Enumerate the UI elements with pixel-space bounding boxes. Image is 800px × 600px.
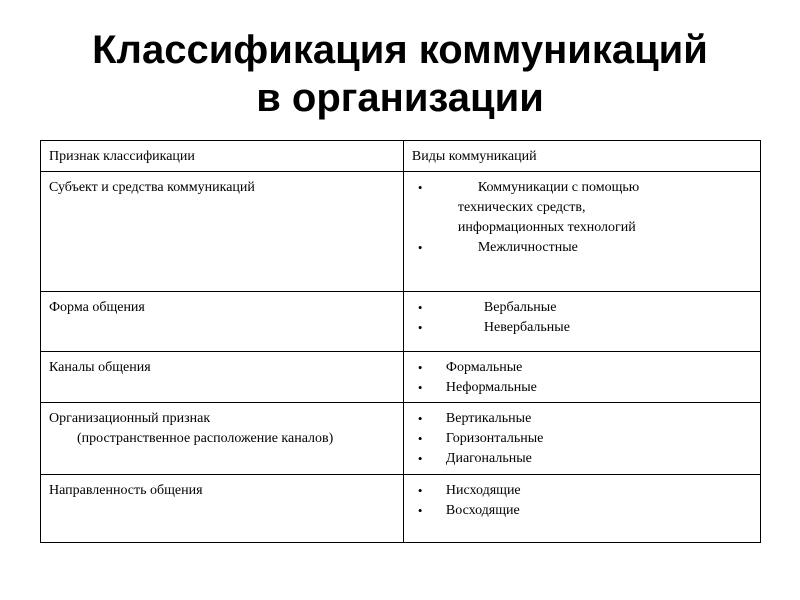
list-item [412, 298, 752, 318]
table-header-row [41, 141, 761, 172]
table-row [41, 292, 761, 352]
table-row [41, 172, 761, 292]
row-types [403, 403, 760, 475]
item-text-cont: технических средств, [457, 200, 586, 215]
types-list [412, 481, 752, 521]
types-list [412, 409, 752, 469]
row-types [403, 352, 760, 403]
table-row [41, 352, 761, 403]
item-text: Межличностные [477, 240, 578, 255]
bullet-icon: • [417, 360, 423, 375]
bullet-icon: • [417, 483, 423, 498]
criterion-text: Организационный признак [49, 411, 211, 426]
item-text: Нисходящие [445, 483, 521, 498]
classification-table [40, 140, 761, 543]
item-text: Невербальные [483, 320, 570, 335]
list-item [412, 481, 752, 501]
row-criterion [41, 403, 404, 475]
bullet-icon: • [417, 380, 423, 395]
title-line-2: в организации [256, 76, 544, 120]
row-types [403, 292, 760, 352]
bullet-icon: • [417, 503, 423, 518]
bullet-icon: • [417, 411, 423, 426]
list-item [412, 318, 752, 338]
row-criterion: Субъект и средства коммуникаций [41, 172, 404, 292]
item-text: Вербальные [483, 300, 557, 315]
item-text: Коммуникации с помощью [477, 180, 640, 195]
header-types: Виды коммуникаций [403, 141, 760, 172]
table-row [41, 475, 761, 543]
item-text-cont: информационных технологий [457, 220, 636, 235]
item-text: Восходящие [445, 503, 520, 518]
list-item [412, 449, 752, 469]
types-list [412, 298, 752, 338]
item-text: Формальные [445, 360, 523, 375]
bullet-icon: • [417, 320, 423, 335]
bullet-icon: • [417, 300, 423, 315]
list-item [412, 178, 752, 238]
list-item [412, 358, 752, 378]
slide-title [0, 26, 800, 122]
item-text: Вертикальные [445, 411, 532, 426]
header-criterion: Признак классификации [41, 141, 404, 172]
bullet-icon: • [417, 431, 423, 446]
row-criterion: Каналы общения [41, 352, 404, 403]
table-row [41, 403, 761, 475]
title-line-1: Классификация коммуникаций [92, 28, 708, 72]
row-criterion: Форма общения [41, 292, 404, 352]
types-list [412, 358, 752, 398]
list-item [412, 501, 752, 521]
item-text: Неформальные [445, 380, 537, 395]
types-list [412, 178, 752, 258]
bullet-icon: • [417, 180, 423, 195]
list-item [412, 409, 752, 429]
list-item [412, 238, 752, 258]
item-text: Диагональные [445, 451, 532, 466]
item-text: Горизонтальные [445, 431, 544, 446]
row-types [403, 475, 760, 543]
row-criterion: Направленность общения [41, 475, 404, 543]
list-item [412, 429, 752, 449]
row-types [403, 172, 760, 292]
bullet-icon: • [417, 451, 423, 466]
list-item [412, 378, 752, 398]
bullet-icon: • [417, 240, 423, 255]
criterion-note: (пространственное расположение каналов) [77, 431, 334, 446]
